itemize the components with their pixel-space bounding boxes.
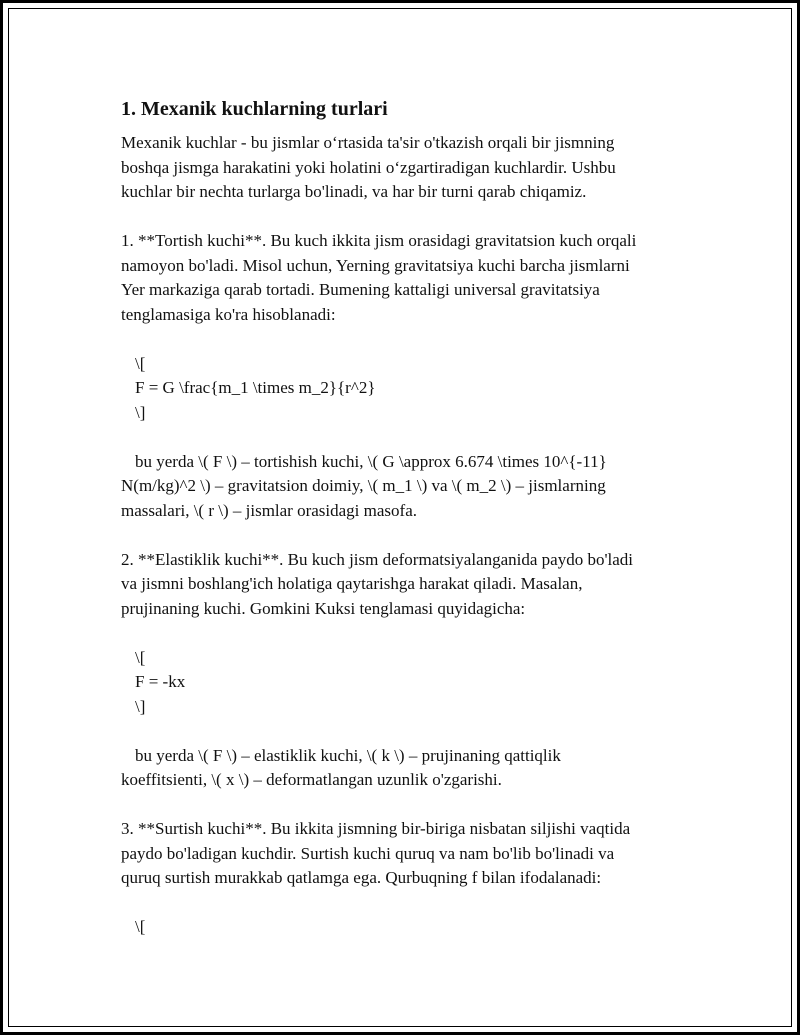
- spacer: [121, 793, 721, 818]
- item2-formula-open: \[: [135, 647, 146, 667]
- spacer: [121, 719, 721, 744]
- item2-explanation-rest: koeffitsienti, \( x \) – deformatlangan uzunlik o'zgarishi.: [121, 770, 502, 789]
- spacer: [121, 327, 721, 352]
- item3-formula-open: \[: [135, 917, 146, 936]
- spacer: [121, 891, 721, 916]
- spacer: [121, 621, 721, 646]
- item1-explanation-rest: N(m/kg)^2 \) – gravitatsion doimiy, \( m_1 \) va \( m_2 \) – jismlarning massalari, \( r \) – jismlar orasidagi masofa.: [121, 476, 606, 520]
- item2-paragraph: 2. **Elastiklik kuchi**. Bu kuch jism deformatsiyalanganida paydo bo'ladi va jismni boshlang'ich holatiga qaytarishga harakat qiladi. Masalan, prujinaning kuchi. Gomkini Kuksi tenglamasi quyidagicha:: [121, 549, 634, 618]
- section-heading: 1. Mexanik kuchlarning turlari: [121, 98, 388, 120]
- item1-formula-open: \[: [135, 353, 146, 373]
- document-content: [121, 95, 721, 940]
- item1-explanation-first: bu yerda \( F \) – tortishish kuchi, \( G \approx 6.674 \times 10^{-11}: [135, 451, 607, 471]
- item3-paragraph: 3. **Surtish kuchi**. Bu ikkita jismning bir-biriga nisbatan siljishi vaqtida paydo bo'ladigan kuchdir. Surtish kuchi quruq va nam bo'lib bo'linadi va quruq surtish murakkab qatlamga ega. Qurbuqning f bilan ifodalanadi:: [121, 819, 631, 887]
- item1-formula-close: \]: [135, 402, 146, 422]
- intro-paragraph: Mexanik kuchlar - bu jismlar o‘rtasida ta'sir o'tkazish orqali bir jismning boshqa jismga harakatini yoki holatini o‘zgartiradigan kuchlardir. Ushbu kuchlar bir nechta turlarga bo'linadi, va har bir turni qarab chiqamiz.: [121, 133, 616, 201]
- spacer: [121, 425, 721, 450]
- item1-formula: F = G \frac{m_1 \times m_2}{r^2}: [135, 378, 376, 397]
- spacer: [121, 523, 721, 548]
- spacer: [121, 205, 721, 230]
- item2-formula: F = -kx: [135, 672, 186, 691]
- item2-explanation-first: bu yerda \( F \) – elastiklik kuchi, \( k \) – prujinaning qattiqlik: [135, 745, 561, 765]
- item2-formula-close: \]: [135, 696, 146, 716]
- item1-paragraph: 1. **Tortish kuchi**. Bu kuch ikkita jism orasidagi gravitatsion kuch orqali namoyon bo'ladi. Misol uchun, Yerning gravitatsiya kuchi barcha jismlarni Yer markaziga qarab tortadi. Bumening kattaligi universal gravitatsiya tenglamasiga ko'ra hisoblanadi:: [121, 231, 637, 324]
